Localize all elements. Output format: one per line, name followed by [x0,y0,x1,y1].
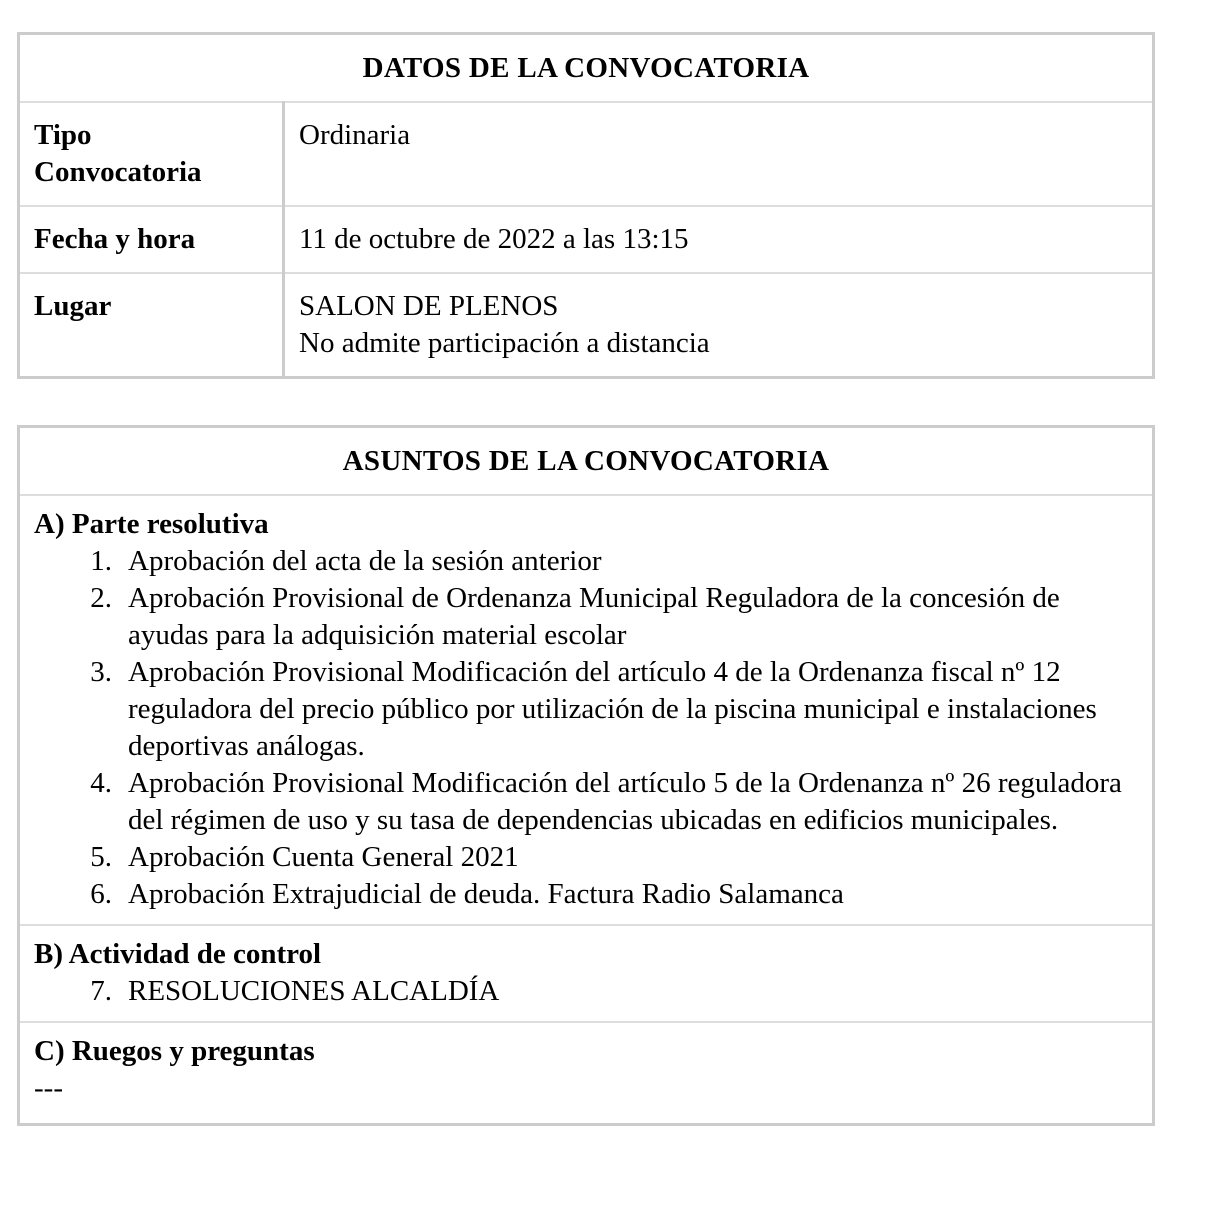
agenda-item: 4. Aprobación Provisional Modificación del artículo 5 de la Ordenanza nº 26 reguladora del régimen de uso y su tasa de dependencias ubicadas en edificios municipales. [90,767,1122,836]
agenda-item: 6. Aprobación Extrajudicial de deuda. Factura Radio Salamanca [90,878,844,910]
section-parte-resolutiva [19,495,1154,925]
datos-title: DATOS DE LA CONVOCATORIA [19,34,1154,103]
section-title: C) Ruegos y preguntas [34,1035,315,1067]
agenda-list [34,973,1138,1010]
value-fecha-hora: 11 de octubre de 2022 a las 13:15 [284,206,1154,273]
empty-placeholder: --- [34,1072,63,1104]
row-tipo-convocatoria [19,102,1154,206]
section-actividad-control [19,925,1154,1022]
lugar-name: SALON DE PLENOS [299,290,559,322]
section-title: A) Parte resolutiva [34,508,269,540]
asuntos-convocatoria-table [17,425,1155,1126]
label-fecha-hora: Fecha y hora [19,206,284,273]
value-tipo-convocatoria: Ordinaria [284,102,1154,206]
value-lugar [284,273,1154,378]
section-ruegos-preguntas [19,1022,1154,1125]
label-lugar: Lugar [19,273,284,378]
label-tipo-convocatoria: Tipo Convocatoria [19,102,284,206]
section-title: B) Actividad de control [34,938,322,970]
agenda-item: 2. Aprobación Provisional de Ordenanza Municipal Reguladora de la concesión de ayudas para la adquisición material escolar [90,582,1060,651]
lugar-remote-note: No admite participación a distancia [299,327,710,359]
agenda-item: 7. RESOLUCIONES ALCALDÍA [90,975,500,1007]
agenda-list [34,543,1138,913]
agenda-item: 3. Aprobación Provisional Modificación del artículo 4 de la Ordenanza fiscal nº 12 reguladora del precio público por utilización de la piscina municipal e instalaciones deportivas análogas. [90,656,1097,762]
agenda-item: 5. Aprobación Cuenta General 2021 [90,841,519,873]
asuntos-title: ASUNTOS DE LA CONVOCATORIA [19,427,1154,496]
agenda-item: 1. Aprobación del acta de la sesión anterior [90,545,602,577]
datos-convocatoria-table [17,32,1155,379]
row-lugar [19,273,1154,378]
row-fecha-hora [19,206,1154,273]
